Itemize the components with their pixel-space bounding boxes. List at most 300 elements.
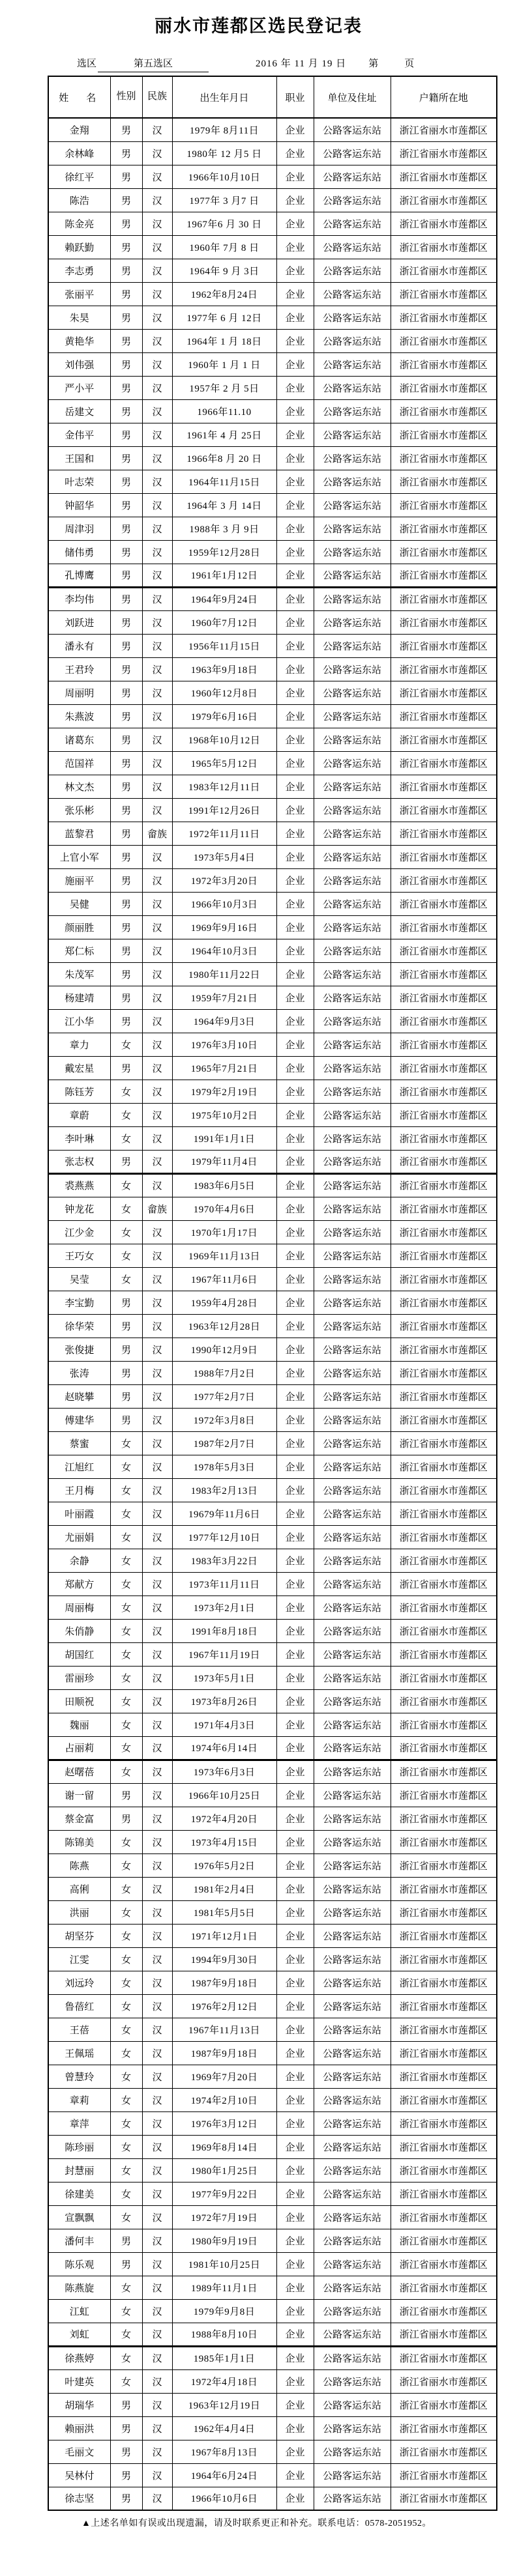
cell-birthdate: 1979年11月4日 — [172, 1150, 276, 1173]
cell-ethnicity: 汉 — [142, 2041, 172, 2065]
table-row — [48, 1478, 497, 1502]
cell-unit-address: 公路客运东站 — [314, 1314, 391, 1338]
cell-gender: 女 — [110, 2276, 142, 2299]
cell-ethnicity: 汉 — [142, 1853, 172, 1877]
cell-occupation: 企业 — [276, 493, 314, 517]
cell-residence: 浙江省丽水市莲都区 — [391, 1853, 497, 1877]
cell-unit-address: 公路客运东站 — [314, 798, 391, 822]
cell-name: 雷丽珍 — [48, 1666, 110, 1689]
cell-name: 徐建美 — [48, 2182, 110, 2205]
table-row — [48, 1713, 497, 1736]
cell-gender: 女 — [110, 1220, 142, 1244]
cell-residence: 浙江省丽水市莲都区 — [391, 1525, 497, 1549]
cell-unit-address: 公路客运东站 — [314, 1807, 391, 1830]
cell-occupation: 企业 — [276, 188, 314, 212]
table-row — [48, 2205, 497, 2229]
cell-gender: 女 — [110, 2018, 142, 2041]
cell-occupation: 企业 — [276, 1033, 314, 1056]
table-row — [48, 2088, 497, 2111]
col-header-birthdate: 出生年月日 — [172, 76, 276, 118]
cell-occupation: 企业 — [276, 141, 314, 165]
table-row — [48, 1830, 497, 1853]
cell-ethnicity: 汉 — [142, 1994, 172, 2018]
cell-residence: 浙江省丽水市莲都区 — [391, 1713, 497, 1736]
cell-name: 刘虹 — [48, 2323, 110, 2346]
cell-name: 陈浩 — [48, 188, 110, 212]
cell-ethnicity: 汉 — [142, 165, 172, 188]
cell-residence: 浙江省丽水市莲都区 — [391, 634, 497, 657]
table-row — [48, 2018, 497, 2041]
cell-gender: 男 — [110, 399, 142, 423]
cell-gender: 女 — [110, 2323, 142, 2346]
cell-occupation: 企业 — [276, 681, 314, 704]
table-row — [48, 868, 497, 892]
cell-name: 陈锦美 — [48, 1830, 110, 1853]
footer-note: ▲上述名单如有误或出现遗漏，请及时联系更正和补充。联系电话：0578-2051952。 — [81, 2519, 432, 2528]
cell-name: 徐华荣 — [48, 1314, 110, 1338]
cell-unit-address: 公路客运东站 — [314, 1220, 391, 1244]
cell-ethnicity: 汉 — [142, 1549, 172, 1572]
cell-residence: 浙江省丽水市莲都区 — [391, 1033, 497, 1056]
cell-unit-address: 公路客运东站 — [314, 1900, 391, 1924]
cell-gender: 男 — [110, 775, 142, 798]
cell-gender: 女 — [110, 2041, 142, 2065]
cell-name: 王国和 — [48, 446, 110, 470]
cell-birthdate: 1976年5月2日 — [172, 1853, 276, 1877]
cell-gender: 男 — [110, 423, 142, 446]
cell-birthdate: 1980年9月19日 — [172, 2229, 276, 2252]
cell-ethnicity: 汉 — [142, 1689, 172, 1713]
cell-occupation: 企业 — [276, 1807, 314, 1830]
cell-unit-address: 公路客运东站 — [314, 1924, 391, 1947]
cell-birthdate: 1967年11月6日 — [172, 1267, 276, 1291]
table-row — [48, 446, 497, 470]
cell-ethnicity: 汉 — [142, 1408, 172, 1431]
cell-ethnicity: 汉 — [142, 1713, 172, 1736]
cell-ethnicity: 汉 — [142, 2276, 172, 2299]
cell-ethnicity: 畲族 — [142, 822, 172, 845]
cell-birthdate: 1979年9月8日 — [172, 2299, 276, 2323]
cell-birthdate: 1983年3月22日 — [172, 1549, 276, 1572]
table-row — [48, 1947, 497, 1971]
cell-occupation: 企业 — [276, 1549, 314, 1572]
cell-unit-address: 公路客运东站 — [314, 259, 391, 282]
cell-occupation: 企业 — [276, 329, 314, 352]
cell-birthdate: 1977年 6 月 12日 — [172, 306, 276, 329]
col-header-occupation: 职业 — [276, 76, 314, 118]
cell-birthdate: 1980年1月25日 — [172, 2158, 276, 2182]
cell-birthdate: 1979年6月16日 — [172, 704, 276, 728]
cell-unit-address: 公路客运东站 — [314, 868, 391, 892]
cell-birthdate: 1971年4月3日 — [172, 1713, 276, 1736]
table-row — [48, 822, 497, 845]
cell-gender: 男 — [110, 868, 142, 892]
cell-name: 张涛 — [48, 1361, 110, 1384]
cell-name: 周丽明 — [48, 681, 110, 704]
cell-occupation: 企业 — [276, 212, 314, 235]
cell-gender: 女 — [110, 1103, 142, 1126]
table-row — [48, 1619, 497, 1642]
cell-name: 陈钰芳 — [48, 1080, 110, 1103]
cell-occupation: 企业 — [276, 1596, 314, 1619]
cell-residence: 浙江省丽水市莲都区 — [391, 1478, 497, 1502]
cell-residence: 浙江省丽水市莲都区 — [391, 1244, 497, 1267]
table-row — [48, 1197, 497, 1220]
cell-ethnicity: 汉 — [142, 1572, 172, 1596]
table-row — [48, 1431, 497, 1455]
cell-gender: 男 — [110, 1361, 142, 1384]
cell-ethnicity: 汉 — [142, 2393, 172, 2416]
table-row — [48, 986, 497, 1009]
cell-unit-address: 公路客运东站 — [314, 1338, 391, 1361]
cell-unit-address: 公路客运东站 — [314, 2463, 391, 2487]
cell-gender: 男 — [110, 798, 142, 822]
cell-residence: 浙江省丽水市莲都区 — [391, 1736, 497, 1760]
cell-name: 叶丽霞 — [48, 1502, 110, 1525]
cell-residence: 浙江省丽水市莲都区 — [391, 1314, 497, 1338]
table-row — [48, 2299, 497, 2323]
table-row — [48, 1126, 497, 1150]
cell-residence: 浙江省丽水市莲都区 — [391, 751, 497, 775]
cell-gender: 女 — [110, 2111, 142, 2135]
cell-birthdate: 1983年6月5日 — [172, 1173, 276, 1197]
cell-ethnicity: 汉 — [142, 2346, 172, 2369]
table-row — [48, 2346, 497, 2369]
cell-ethnicity: 汉 — [142, 376, 172, 399]
cell-gender: 男 — [110, 822, 142, 845]
table-row — [48, 798, 497, 822]
cell-name: 李志勇 — [48, 259, 110, 282]
cell-unit-address: 公路客运东站 — [314, 2487, 391, 2510]
table-row — [48, 1455, 497, 1478]
cell-occupation: 企业 — [276, 282, 314, 306]
cell-occupation: 企业 — [276, 2088, 314, 2111]
cell-occupation: 企业 — [276, 446, 314, 470]
cell-occupation: 企业 — [276, 165, 314, 188]
cell-residence: 浙江省丽水市莲都区 — [391, 822, 497, 845]
cell-name: 李叶琳 — [48, 1126, 110, 1150]
cell-birthdate: 1969年9月16日 — [172, 915, 276, 939]
cell-residence: 浙江省丽水市莲都区 — [391, 962, 497, 986]
cell-occupation: 企业 — [276, 1408, 314, 1431]
cell-birthdate: 1977年9月22日 — [172, 2182, 276, 2205]
table-row — [48, 306, 497, 329]
cell-gender: 男 — [110, 2463, 142, 2487]
cell-residence: 浙江省丽水市莲都区 — [391, 2229, 497, 2252]
cell-name: 陈金亮 — [48, 212, 110, 235]
cell-birthdate: 1972年3月20日 — [172, 868, 276, 892]
cell-residence: 浙江省丽水市莲都区 — [391, 2323, 497, 2346]
cell-gender: 男 — [110, 1009, 142, 1033]
table-row — [48, 1267, 497, 1291]
cell-birthdate: 1967年11月19日 — [172, 1642, 276, 1666]
cell-name: 陈燕 — [48, 1853, 110, 1877]
cell-ethnicity: 汉 — [142, 517, 172, 540]
cell-unit-address: 公路客运东站 — [314, 399, 391, 423]
cell-occupation: 企业 — [276, 1220, 314, 1244]
table-row — [48, 235, 497, 259]
cell-residence: 浙江省丽水市莲都区 — [391, 2135, 497, 2158]
cell-unit-address: 公路客运东站 — [314, 2065, 391, 2088]
cell-unit-address: 公路客运东站 — [314, 1009, 391, 1033]
cell-unit-address: 公路客运东站 — [314, 1642, 391, 1666]
cell-unit-address: 公路客运东站 — [314, 822, 391, 845]
cell-unit-address: 公路客运东站 — [314, 2276, 391, 2299]
cell-unit-address: 公路客运东站 — [314, 188, 391, 212]
cell-ethnicity: 汉 — [142, 2463, 172, 2487]
cell-occupation: 企业 — [276, 657, 314, 681]
cell-gender: 女 — [110, 1947, 142, 1971]
cell-gender: 女 — [110, 1853, 142, 1877]
cell-gender: 男 — [110, 751, 142, 775]
cell-gender: 女 — [110, 1689, 142, 1713]
cell-gender: 女 — [110, 1924, 142, 1947]
cell-gender: 女 — [110, 1431, 142, 1455]
cell-birthdate: 1959年7月21日 — [172, 986, 276, 1009]
cell-name: 吴莹 — [48, 1267, 110, 1291]
cell-ethnicity: 汉 — [142, 141, 172, 165]
cell-birthdate: 1962年4月4日 — [172, 2416, 276, 2440]
cell-birthdate: 1978年5月3日 — [172, 1455, 276, 1478]
cell-gender: 男 — [110, 470, 142, 493]
cell-name: 杨建靖 — [48, 986, 110, 1009]
cell-unit-address: 公路客运东站 — [314, 1478, 391, 1502]
table-row — [48, 1408, 497, 1431]
cell-gender: 女 — [110, 2135, 142, 2158]
cell-birthdate: 1977年12月10日 — [172, 1525, 276, 1549]
cell-name: 王佩瑶 — [48, 2041, 110, 2065]
cell-unit-address: 公路客运东站 — [314, 704, 391, 728]
cell-occupation: 企业 — [276, 634, 314, 657]
cell-gender: 女 — [110, 1619, 142, 1642]
cell-ethnicity: 汉 — [142, 540, 172, 564]
cell-unit-address: 公路客运东站 — [314, 892, 391, 915]
cell-gender: 男 — [110, 188, 142, 212]
cell-residence: 浙江省丽水市莲都区 — [391, 1924, 497, 1947]
cell-birthdate: 1964年9月3日 — [172, 1009, 276, 1033]
cell-occupation: 企业 — [276, 939, 314, 962]
cell-occupation: 企业 — [276, 1384, 314, 1408]
cell-occupation: 企业 — [276, 728, 314, 751]
cell-occupation: 企业 — [276, 306, 314, 329]
cell-gender: 男 — [110, 939, 142, 962]
cell-birthdate: 1987年2月7日 — [172, 1431, 276, 1455]
cell-name: 赵晓攀 — [48, 1384, 110, 1408]
cell-gender: 男 — [110, 728, 142, 751]
cell-birthdate: 1979年2月19日 — [172, 1080, 276, 1103]
cell-gender: 女 — [110, 1760, 142, 1783]
cell-occupation: 企业 — [276, 2229, 314, 2252]
cell-ethnicity: 汉 — [142, 1150, 172, 1173]
cell-birthdate: 1974年6月14日 — [172, 1736, 276, 1760]
cell-occupation: 企业 — [276, 2065, 314, 2088]
cell-occupation: 企业 — [276, 1525, 314, 1549]
cell-residence: 浙江省丽水市莲都区 — [391, 1197, 497, 1220]
cell-residence: 浙江省丽水市莲都区 — [391, 1291, 497, 1314]
cell-residence: 浙江省丽水市莲都区 — [391, 282, 497, 306]
cell-birthdate: 1966年10月25日 — [172, 1783, 276, 1807]
cell-ethnicity: 汉 — [142, 2018, 172, 2041]
cell-residence: 浙江省丽水市莲都区 — [391, 657, 497, 681]
cell-name: 朱茂军 — [48, 962, 110, 986]
table-row — [48, 1853, 497, 1877]
cell-occupation: 企业 — [276, 2252, 314, 2276]
cell-gender: 男 — [110, 1384, 142, 1408]
cell-gender: 男 — [110, 704, 142, 728]
cell-ethnicity: 汉 — [142, 1314, 172, 1338]
cell-ethnicity: 汉 — [142, 423, 172, 446]
cell-residence: 浙江省丽水市莲都区 — [391, 1994, 497, 2018]
cell-birthdate: 1964年 3 月 14日 — [172, 493, 276, 517]
cell-residence: 浙江省丽水市莲都区 — [391, 212, 497, 235]
cell-name: 叶志荣 — [48, 470, 110, 493]
cell-residence: 浙江省丽水市莲都区 — [391, 1971, 497, 1994]
cell-gender: 男 — [110, 2416, 142, 2440]
cell-occupation: 企业 — [276, 1689, 314, 1713]
cell-ethnicity: 汉 — [142, 118, 172, 141]
cell-occupation: 企业 — [276, 1197, 314, 1220]
cell-gender: 女 — [110, 1525, 142, 1549]
cell-name: 黄艳华 — [48, 329, 110, 352]
cell-residence: 浙江省丽水市莲都区 — [391, 2158, 497, 2182]
cell-unit-address: 公路客运东站 — [314, 1853, 391, 1877]
cell-unit-address: 公路客运东站 — [314, 2346, 391, 2369]
table-row — [48, 1220, 497, 1244]
cell-gender: 女 — [110, 1830, 142, 1853]
cell-birthdate: 1960年 1 月 1 日 — [172, 352, 276, 376]
cell-ethnicity: 汉 — [142, 1830, 172, 1853]
cell-ethnicity: 汉 — [142, 1596, 172, 1619]
table-row — [48, 2369, 497, 2393]
cell-residence: 浙江省丽水市莲都区 — [391, 165, 497, 188]
cell-ethnicity: 汉 — [142, 1502, 172, 1525]
cell-name: 赵曙蓓 — [48, 1760, 110, 1783]
cell-residence: 浙江省丽水市莲都区 — [391, 1830, 497, 1853]
cell-unit-address: 公路客运东站 — [314, 1103, 391, 1126]
register-date: 2016 年 11 月 19 日 — [256, 59, 347, 69]
cell-birthdate: 1990年12月9日 — [172, 1338, 276, 1361]
cell-occupation: 企业 — [276, 1877, 314, 1900]
table-row — [48, 1877, 497, 1900]
cell-name: 叶建英 — [48, 2369, 110, 2393]
cell-name: 刘跃进 — [48, 610, 110, 634]
cell-ethnicity: 汉 — [142, 470, 172, 493]
cell-residence: 浙江省丽水市莲都区 — [391, 2276, 497, 2299]
cell-birthdate: 1967年8月13日 — [172, 2440, 276, 2463]
cell-birthdate: 1980年11月22日 — [172, 962, 276, 986]
table-row — [48, 939, 497, 962]
cell-name: 蔡金富 — [48, 1807, 110, 1830]
cell-birthdate: 1969年7月20日 — [172, 2065, 276, 2088]
cell-occupation: 企业 — [276, 1173, 314, 1197]
cell-occupation: 企业 — [276, 1126, 314, 1150]
table-row — [48, 564, 497, 587]
cell-ethnicity: 汉 — [142, 2487, 172, 2510]
cell-gender: 女 — [110, 2369, 142, 2393]
cell-gender: 男 — [110, 1338, 142, 1361]
cell-gender: 男 — [110, 1150, 142, 1173]
cell-unit-address: 公路客运东站 — [314, 1502, 391, 1525]
cell-birthdate: 1973年8月26日 — [172, 1689, 276, 1713]
cell-birthdate: 1971年12月1日 — [172, 1924, 276, 1947]
cell-ethnicity: 汉 — [142, 282, 172, 306]
cell-occupation: 企业 — [276, 2487, 314, 2510]
cell-birthdate: 1962年8月24日 — [172, 282, 276, 306]
voter-table — [48, 76, 497, 2511]
table-row — [48, 1900, 497, 1924]
cell-birthdate: 1976年2月12日 — [172, 1994, 276, 2018]
cell-birthdate: 1988年7月2日 — [172, 1361, 276, 1384]
cell-ethnicity: 汉 — [142, 634, 172, 657]
cell-unit-address: 公路客运东站 — [314, 1619, 391, 1642]
cell-occupation: 企业 — [276, 2182, 314, 2205]
cell-name: 林文杰 — [48, 775, 110, 798]
cell-birthdate: 1980年 12 月5 日 — [172, 141, 276, 165]
cell-name: 诸葛东 — [48, 728, 110, 751]
table-row — [48, 212, 497, 235]
cell-gender: 男 — [110, 282, 142, 306]
cell-gender: 女 — [110, 1877, 142, 1900]
cell-gender: 女 — [110, 1549, 142, 1572]
cell-gender: 男 — [110, 2487, 142, 2510]
cell-unit-address: 公路客运东站 — [314, 2416, 391, 2440]
cell-occupation: 企业 — [276, 2111, 314, 2135]
cell-unit-address: 公路客运东站 — [314, 1877, 391, 1900]
cell-name: 余静 — [48, 1549, 110, 1572]
cell-residence: 浙江省丽水市莲都区 — [391, 1361, 497, 1384]
cell-name: 潘永有 — [48, 634, 110, 657]
cell-gender: 男 — [110, 118, 142, 141]
cell-unit-address: 公路客运东站 — [314, 1783, 391, 1807]
col-header-residence: 户籍所在地 — [391, 76, 497, 118]
cell-residence: 浙江省丽水市莲都区 — [391, 2088, 497, 2111]
cell-residence: 浙江省丽水市莲都区 — [391, 188, 497, 212]
cell-unit-address: 公路客运东站 — [314, 587, 391, 610]
cell-ethnicity: 汉 — [142, 1736, 172, 1760]
cell-birthdate: 1967年6 月 30 日 — [172, 212, 276, 235]
table-row — [48, 2229, 497, 2252]
cell-name: 尤丽娟 — [48, 1525, 110, 1549]
cell-gender: 男 — [110, 564, 142, 587]
cell-gender: 女 — [110, 1455, 142, 1478]
cell-name: 戴宏星 — [48, 1056, 110, 1080]
table-row — [48, 188, 497, 212]
cell-name: 胡坚芬 — [48, 1924, 110, 1947]
cell-residence: 浙江省丽水市莲都区 — [391, 1338, 497, 1361]
cell-birthdate: 1964年11月15日 — [172, 470, 276, 493]
cell-ethnicity: 汉 — [142, 1338, 172, 1361]
cell-occupation: 企业 — [276, 259, 314, 282]
cell-gender: 女 — [110, 1033, 142, 1056]
cell-residence: 浙江省丽水市莲都区 — [391, 704, 497, 728]
cell-unit-address: 公路客运东站 — [314, 2018, 391, 2041]
cell-ethnicity: 汉 — [142, 188, 172, 212]
cell-residence: 浙江省丽水市莲都区 — [391, 1760, 497, 1783]
cell-residence: 浙江省丽水市莲都区 — [391, 1947, 497, 1971]
table-row — [48, 775, 497, 798]
cell-gender: 男 — [110, 352, 142, 376]
cell-name: 金伟平 — [48, 423, 110, 446]
cell-ethnicity: 汉 — [142, 2111, 172, 2135]
cell-occupation: 企业 — [276, 2369, 314, 2393]
table-row — [48, 1338, 497, 1361]
cell-unit-address: 公路客运东站 — [314, 2088, 391, 2111]
cell-ethnicity: 汉 — [142, 1924, 172, 1947]
cell-residence: 浙江省丽水市莲都区 — [391, 1173, 497, 1197]
cell-gender: 男 — [110, 1408, 142, 1431]
cell-birthdate: 1983年12月11日 — [172, 775, 276, 798]
cell-name: 裘燕燕 — [48, 1173, 110, 1197]
